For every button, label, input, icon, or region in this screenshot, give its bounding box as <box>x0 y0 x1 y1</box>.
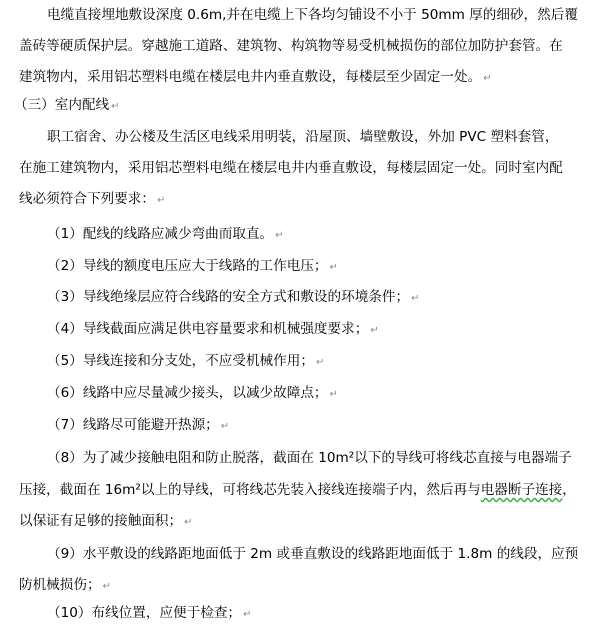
text: （6）线路中应尽量减少接头，以减少故障点； <box>47 385 328 401</box>
paragraph-mark-icon: ↵ <box>243 609 252 620</box>
list-item-line <box>19 512 193 532</box>
paragraph-mark-icon: ↵ <box>329 389 338 400</box>
paragraph-mark-icon: ↵ <box>156 195 166 206</box>
text: ， <box>562 482 576 498</box>
paragraph-mark-icon: ↵ <box>184 517 193 528</box>
list-item <box>47 320 379 340</box>
paragraph-mark-icon: ↵ <box>329 262 338 273</box>
list-item-line <box>19 576 111 596</box>
paragraph-mark-icon: ↵ <box>102 581 111 592</box>
text: 防机械损伤； <box>19 577 101 593</box>
text: （4）导线截面应满足供电容量要求和机械强度要求； <box>47 321 369 337</box>
list-item: （9）水平敷设的线路距地面低于 2m 或垂直敷设的线路距地面低于 1.8m 的线段，应预 <box>47 546 579 562</box>
paragraph-line: 职工宿舍、办公楼及生活区电线采用明装，沿屋顶、墙壁敷设，外加 PVC 塑料套管， <box>47 129 559 145</box>
list-item-line <box>19 481 576 499</box>
text: 线必须符合下列要求： <box>19 191 155 207</box>
text: 以保证有足够的接触面积； <box>19 513 183 529</box>
list-item <box>47 416 229 436</box>
list-item <box>47 257 338 277</box>
paragraph-mark-icon: ↵ <box>111 101 120 112</box>
grammar-flagged-text[interactable]: 电器断子连接 <box>480 482 563 498</box>
list-item <box>47 225 284 245</box>
section-heading <box>14 96 120 116</box>
text: 建筑物内，采用铝芯塑料电缆在楼层电井内垂直敷设，每楼层至少固定一处。 <box>19 69 482 85</box>
paragraph-line <box>19 190 165 210</box>
list-item <box>47 384 338 404</box>
text: （2）导线的额度电压应大于线路的工作电压； <box>47 258 328 274</box>
text: （5）导线连接和分支处，不应受机械作用； <box>47 353 314 369</box>
list-item <box>47 352 324 372</box>
list-item: （8）为了减少接触电阻和防止脱落，截面在 10m²以下的导线可将线芯直接与电器端子 <box>47 450 572 466</box>
paragraph-line: 盖砖等硬质保护层。穿越施工道路、建筑物、构筑物等易受机械损伤的部位加防护套管。在 <box>19 38 563 54</box>
paragraph-mark-icon: ↵ <box>370 325 379 336</box>
text: （7）线路尽可能避开热源； <box>47 417 219 433</box>
text: 压接，截面在 16m²以上的导线，可将线芯先装入接线连接端子内，然后再与 <box>19 482 481 498</box>
list-item <box>47 288 419 308</box>
paragraph-line <box>19 68 492 88</box>
paragraph-mark-icon: ↵ <box>315 357 325 368</box>
paragraph-mark-icon: ↵ <box>220 421 230 432</box>
paragraph-line: 电缆直接埋地敷设深度 0.6m,并在电缆上下各均匀铺设不小于 50mm 厚的细砂，然后覆 <box>47 7 578 23</box>
heading-text: （三）室内配线 <box>14 97 110 113</box>
text: （10）布线位置，应便于检查； <box>47 605 242 621</box>
paragraph-line: 在施工建筑物内，采用铝芯塑料电缆在楼层电井内垂直敷设，每楼层固定一处。同时室内配 <box>19 160 563 176</box>
text: （1）配线的线路应减少弯曲而取直。 <box>47 226 274 242</box>
paragraph-mark-icon: ↵ <box>411 293 420 304</box>
text: （3）导线绝缘层应符合线路的安全方式和敷设的环境条件； <box>47 289 410 305</box>
list-item <box>47 604 251 624</box>
paragraph-mark-icon: ↵ <box>275 230 284 241</box>
paragraph-mark-icon: ↵ <box>483 73 492 84</box>
